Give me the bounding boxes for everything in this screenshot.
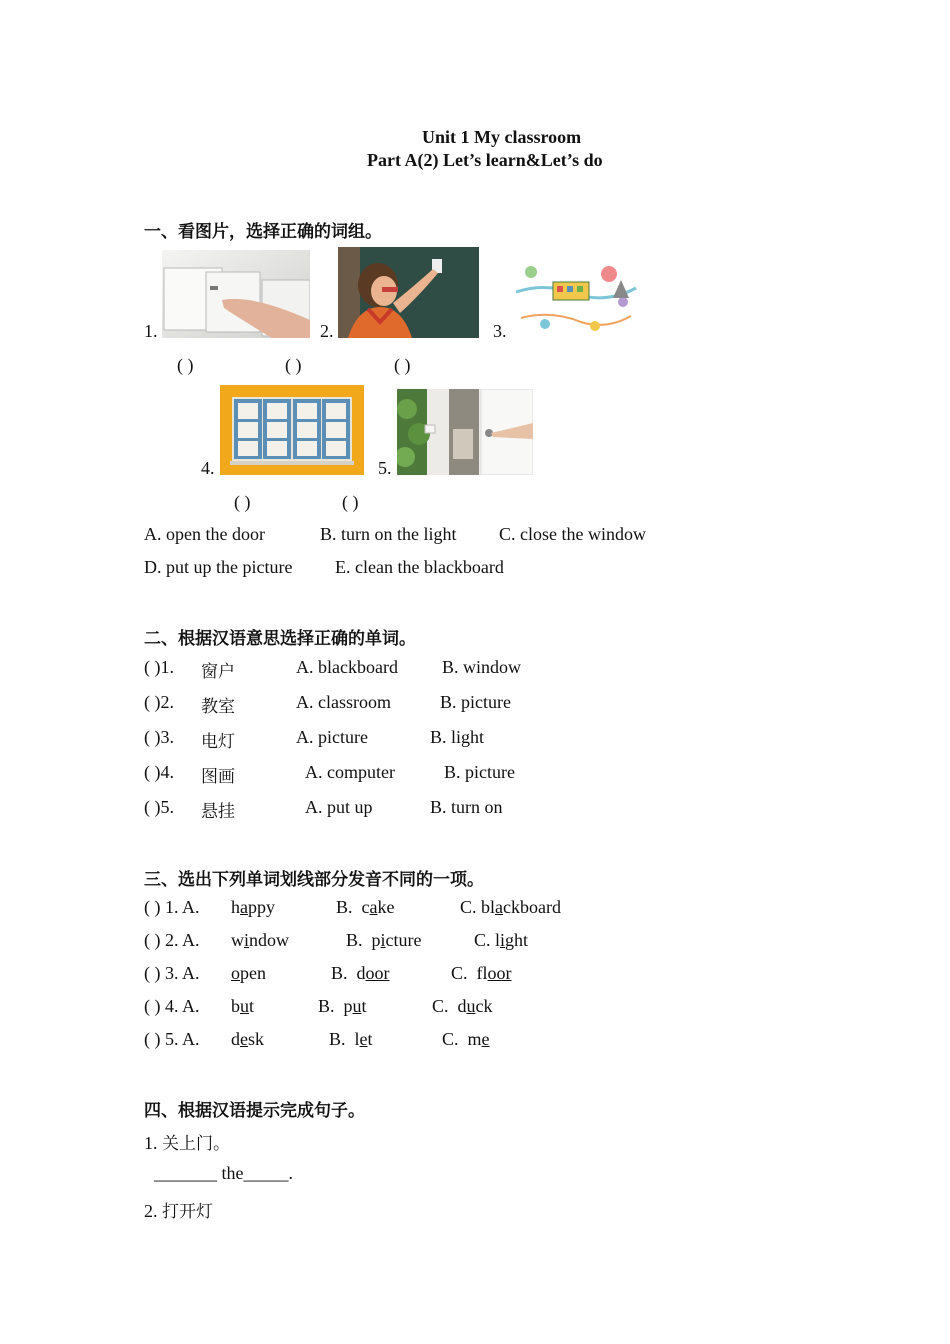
- word-b: B. cake: [336, 897, 395, 917]
- answer-blank-3[interactable]: ( ): [394, 355, 411, 375]
- clean-blackboard-image: [338, 247, 479, 338]
- option-a: A. open the door: [144, 524, 265, 544]
- image-number-3: 3.: [493, 321, 507, 341]
- image-number-1: 1.: [144, 321, 158, 341]
- question-chinese: 悬挂: [201, 802, 235, 822]
- choice-a: A. blackboard: [296, 657, 398, 677]
- question-1: [144, 1129, 230, 1154]
- word-b: B. picture: [346, 930, 422, 950]
- answer-line-1[interactable]: _______ the_____.: [154, 1163, 293, 1183]
- word-b: B. door: [331, 963, 390, 983]
- question-prefix[interactable]: ( )4.: [144, 762, 174, 782]
- option-b: B. turn on the light: [320, 524, 457, 544]
- question-prefix[interactable]: ( ) 5. A.: [144, 1029, 200, 1049]
- question-prefix[interactable]: ( )3.: [144, 727, 174, 747]
- question-2: [144, 1197, 213, 1222]
- answer-blank-1[interactable]: ( ): [177, 355, 194, 375]
- light-switch-image: [162, 250, 310, 338]
- image-number-2: 2.: [320, 321, 334, 341]
- section3-heading: 三、选出下列单词划线部分发音不同的一项。: [144, 870, 484, 890]
- question-prefix[interactable]: ( )5.: [144, 797, 174, 817]
- word-a: window: [231, 930, 290, 950]
- section4-heading: 四、根据汉语提示完成句子。: [144, 1101, 365, 1121]
- question-label: 2.: [144, 1201, 158, 1221]
- word-a: open: [231, 963, 266, 983]
- word-c: C. duck: [432, 996, 493, 1016]
- question-chinese: 电灯: [201, 732, 235, 752]
- question-chinese: 窗户: [201, 662, 235, 682]
- answer-blank-2[interactable]: ( ): [285, 355, 302, 375]
- choice-b: B. picture: [444, 762, 515, 782]
- choice-a: A. classroom: [296, 692, 391, 712]
- word-a: happy: [231, 897, 275, 917]
- question-prefix[interactable]: ( )2.: [144, 692, 174, 712]
- word-c: C. light: [474, 930, 529, 950]
- word-a: desk: [231, 1029, 265, 1049]
- word-a: but: [231, 996, 255, 1016]
- window-image: [220, 385, 364, 475]
- option-e: E. clean the blackboard: [335, 557, 504, 577]
- question-label: 1.: [144, 1133, 158, 1153]
- word-c: C. blackboard: [460, 897, 562, 917]
- choice-b: B. light: [430, 727, 485, 747]
- page-title: Unit 1 My classroom: [422, 127, 582, 147]
- page-subtitle: Part A(2) Let’s learn&Let’s do: [367, 150, 603, 170]
- word-c: C. floor: [451, 963, 512, 983]
- answer-blank-5[interactable]: ( ): [342, 492, 359, 512]
- choice-b: B. window: [442, 657, 522, 677]
- door-image: [397, 389, 533, 475]
- choice-a: A. computer: [305, 762, 395, 782]
- question-prefix[interactable]: ( ) 1. A.: [144, 897, 200, 917]
- question-prefix[interactable]: ( ) 4. A.: [144, 996, 200, 1016]
- question-chinese: 关上门。: [162, 1134, 230, 1154]
- word-c: C. me: [442, 1029, 490, 1049]
- option-c: C. close the window: [499, 524, 646, 544]
- choice-a: A. put up: [305, 797, 373, 817]
- choice-b: B. turn on: [430, 797, 503, 817]
- picture-image: [511, 252, 641, 338]
- section2-heading: 二、根据汉语意思选择正确的单词。: [144, 629, 416, 649]
- image-number-4: 4.: [201, 458, 215, 478]
- image-number-5: 5.: [378, 458, 392, 478]
- question-prefix[interactable]: ( ) 2. A.: [144, 930, 200, 950]
- question-chinese: 图画: [201, 767, 235, 787]
- choice-a: A. picture: [296, 727, 368, 747]
- answer-blank-4[interactable]: ( ): [234, 492, 251, 512]
- question-chinese: 教室: [201, 697, 235, 717]
- option-d: D. put up the picture: [144, 557, 293, 577]
- choice-b: B. picture: [440, 692, 511, 712]
- question-chinese: 打开灯: [162, 1202, 213, 1222]
- question-prefix[interactable]: ( )1.: [144, 657, 174, 677]
- word-b: B. put: [318, 996, 367, 1016]
- question-prefix[interactable]: ( ) 3. A.: [144, 963, 200, 983]
- section1-heading: 一、看图片，选择正确的词组。: [144, 222, 382, 242]
- word-b: B. let: [329, 1029, 373, 1049]
